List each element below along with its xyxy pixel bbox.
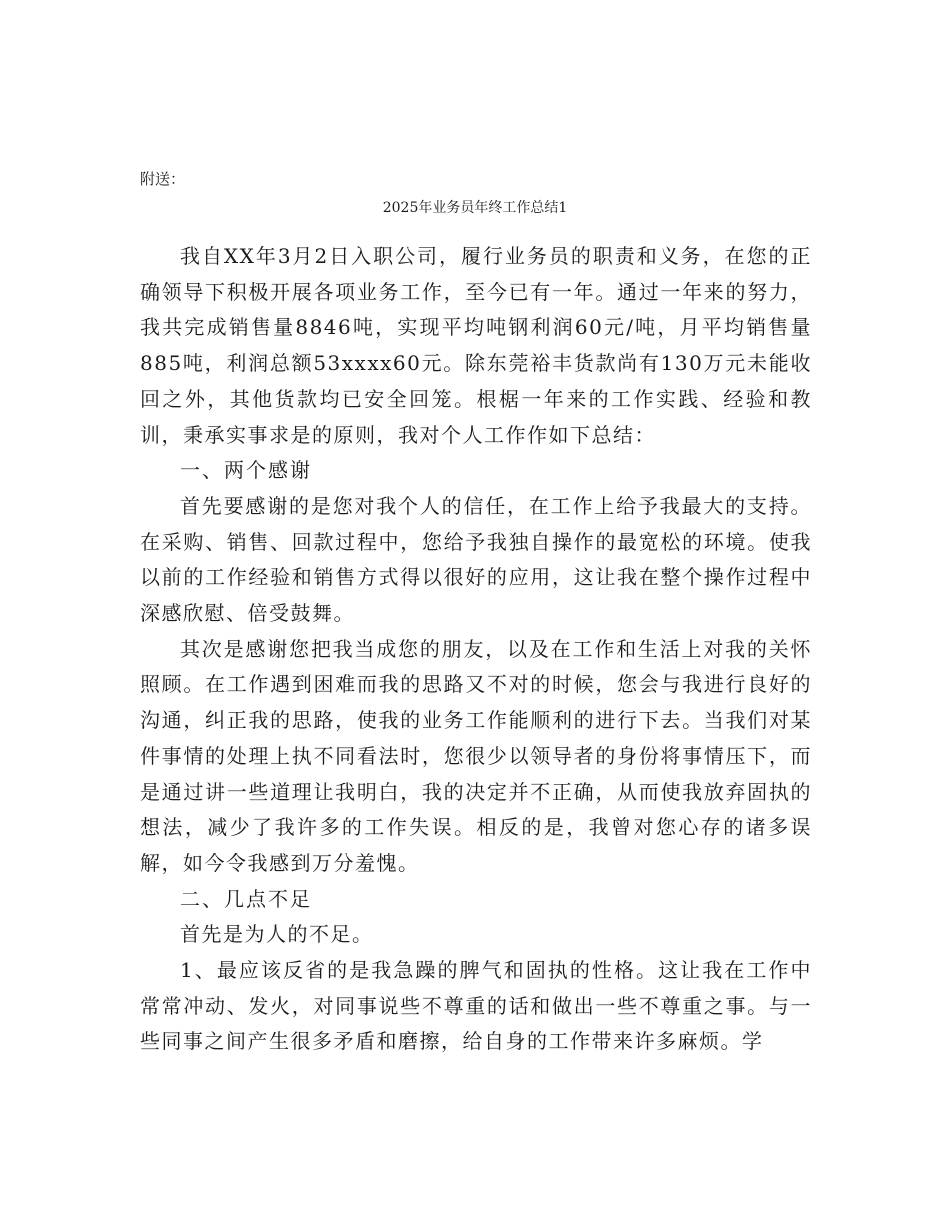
paragraph-shortcoming-person: 首先是为人的不足。 (180, 922, 374, 947)
paragraph-intro: 我自XX年3月2日入职公司，履行业务员的职责和义务，在您的正确领导下积极开展各项业务工作，至今已有一年。通过一年来的努力，我共完成销售量8846吨，实现平均吨钢利润60元/吨，月平均销售量885吨，利润总额53xxxx60元。除东莞裕丰货款尚有130万元未能收回之外，其他货款均已安全回笼。根椐一年来的工作实践、经验和教训，秉承实事求是的原则，我对个人工作作如下总结： (140, 244, 812, 447)
document-title: 2025年业务员年终工作总结1 (382, 200, 568, 216)
section-heading-thanks: 一、两个感谢 (180, 458, 312, 483)
paragraph-thanks-second: 其次是感谢您把我当成您的朋友，以及在工作和生活上对我的关怀照顾。在工作遇到困难而我的思路又不对的时候，您会与我进行良好的沟通，纠正我的思路，使我的业务工作能顺利的进行下去。当我们对某件事情的处理上执不同看法时，您很少以领导者的身份将事情压下，而是通过讲一些道理让我明白，我的决定并不正确，从而使我放弃固执的想法，减少了我许多的工作失误。相反的是，我曾对您心存的诸多误解，如今令我感到万分羞愧。 (140, 636, 812, 875)
paragraph-shortcoming-temper: 1、最应该反省的是我急躁的脾气和固执的性格。这让我在工作中常常冲动、发火，对同事说些不尊重的话和做出一些不尊重之事。与一些同事之间产生很多矛盾和磨擦，给自身的工作带来许多麻烦。学 (140, 958, 812, 1054)
paragraph-thanks-first: 首先要感谢的是您对我个人的信任，在工作上给予我最大的支持。在采购、销售、回款过程中，您给予我独自操作的最宽松的环境。使我以前的工作经验和销售方式得以很好的应用，这让我在整个操作过程中深感欣慰、倍受鼓舞。 (140, 493, 812, 626)
document-body (140, 239, 812, 1060)
section-heading-shortcomings: 二、几点不足 (180, 886, 312, 911)
attach-label: 附送： (140, 170, 186, 188)
